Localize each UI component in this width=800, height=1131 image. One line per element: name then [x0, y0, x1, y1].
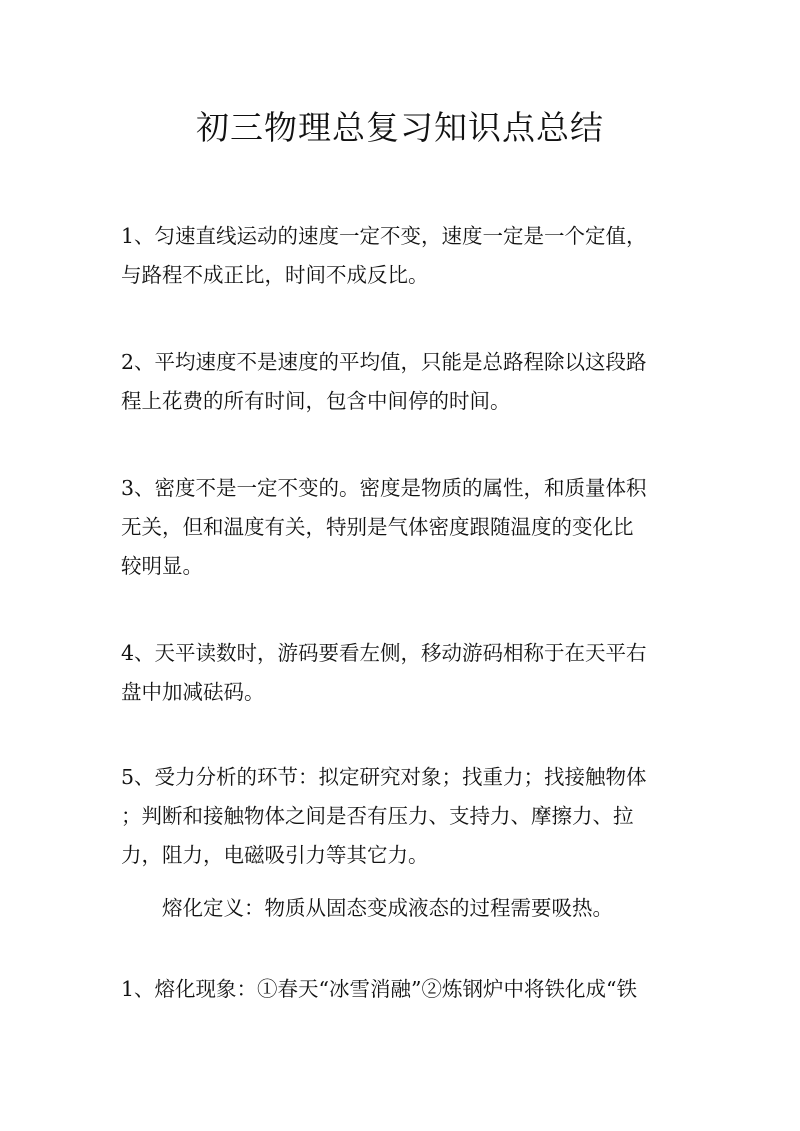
paragraph-line: 较明显。 — [121, 554, 203, 578]
paragraph-line: ；判断和接触物体之间是否有压力、支持力、摩擦力、拉 — [121, 804, 634, 828]
paragraph-2 — [121, 343, 681, 421]
paragraph-line: 3、密度不是一定不变的。密度是物质的属性，和质量体积 — [121, 476, 647, 500]
page-title: 初三物理总复习知识点总结 — [196, 108, 604, 147]
paragraph-line: 与路程不成正比，时间不成反比。 — [121, 263, 429, 287]
paragraph-line: 1、匀速直线运动的速度一定不变，速度一定是一个定值， — [121, 224, 647, 248]
melting-definition: 熔化定义：物质从固态变成液态的过程需要吸热。 — [162, 896, 613, 920]
paragraph-5 — [121, 758, 681, 875]
paragraph-4 — [121, 634, 681, 712]
paragraph-line: 5、受力分析的环节：拟定研究对象；找重力；找接触物体 — [121, 765, 647, 789]
paragraph-3 — [121, 469, 681, 586]
paragraph-line: 力，阻力，电磁吸引力等其它力。 — [121, 843, 429, 867]
paragraph-line: 1、熔化现象：①春天“冰雪消融”②炼钢炉中将铁化成“铁 — [121, 977, 637, 1001]
paragraph-line: 程上花费的所有时间，包含中间停的时间。 — [121, 389, 511, 413]
melting-phenomena-paragraph — [121, 970, 681, 1009]
paragraph-line: 盘中加减砝码。 — [121, 680, 265, 704]
paragraph-line: 无关，但和温度有关，特别是气体密度跟随温度的变化比 — [121, 515, 634, 539]
paragraph-line: 4、天平读数时，游码要看左侧，移动游码相称于在天平右 — [121, 641, 647, 665]
paragraph-line: 2、平均速度不是速度的平均值，只能是总路程除以这段路 — [121, 350, 647, 374]
paragraph-1 — [121, 217, 681, 295]
